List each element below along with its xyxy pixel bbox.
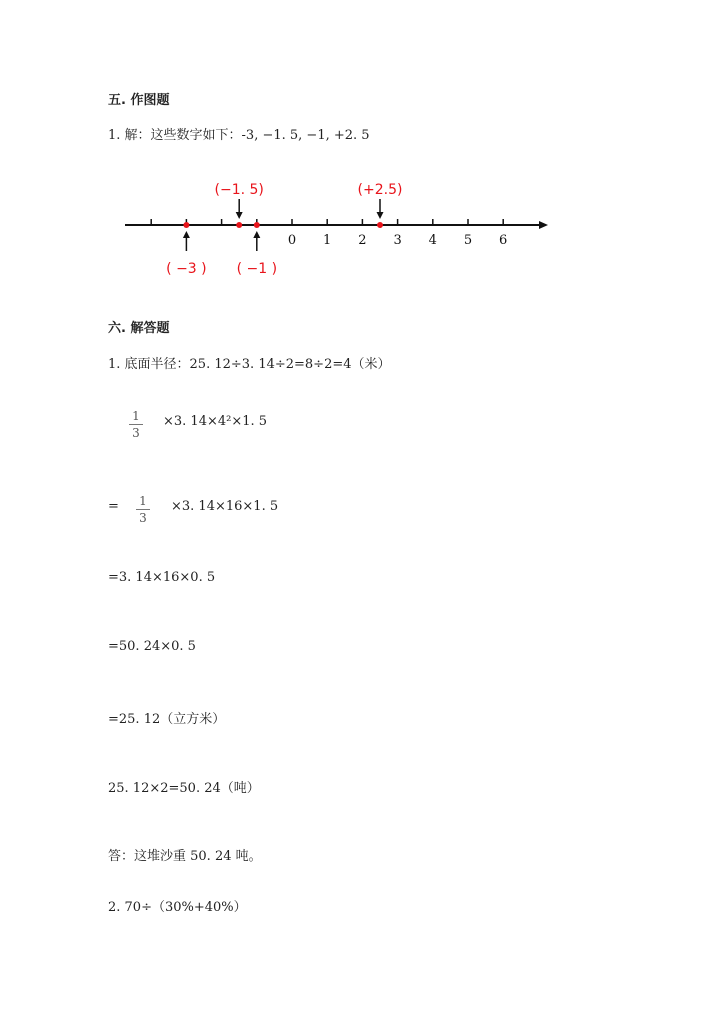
point-label: ( −3 ) <box>166 261 207 277</box>
arrow-head <box>253 231 260 238</box>
point-dot <box>183 222 189 228</box>
question-5-1: 1. 解：这些数字如下：-3, −1. 5, −1, +2. 5 <box>108 128 370 143</box>
tick-label: 4 <box>428 233 437 248</box>
arrow-head <box>377 212 384 219</box>
arrow-head <box>236 212 243 219</box>
step-6: 25. 12×2=50. 24（吨） <box>108 781 260 796</box>
step-3: =3. 14×16×0. 5 <box>108 570 216 585</box>
arrow-head <box>183 231 190 238</box>
tick-label: 2 <box>358 233 367 248</box>
tick-label: 6 <box>499 233 508 248</box>
answer-6-1: 答：这堆沙重 50. 24 吨。 <box>108 849 262 864</box>
point-label: ( −1 ) <box>236 261 278 277</box>
section-6-title: 六. 解答题 <box>108 321 170 336</box>
question-6-2: 2. 70÷（30%+40%） <box>108 900 247 915</box>
point-label: (−1. 5) <box>214 182 264 198</box>
tick-label: 3 <box>393 233 402 248</box>
equals-sign: = <box>108 499 119 514</box>
step-5: =25. 12（立方米） <box>108 712 226 727</box>
fraction-one-third <box>129 409 143 440</box>
tick-label: 1 <box>323 233 332 248</box>
tick-label: 0 <box>287 233 297 248</box>
fraction-bar <box>129 424 143 425</box>
question-6-1: 1. 底面半径：25. 12÷3. 14÷2=8÷2=4（米） <box>108 357 391 372</box>
number-line <box>0 0 720 300</box>
tick-label: 5 <box>463 233 473 248</box>
step-2: ×3. 14×16×1. 5 <box>171 499 279 514</box>
point-dot <box>254 222 260 228</box>
numerator: 1 <box>139 494 147 508</box>
section-5-title: 五. 作图题 <box>108 93 170 108</box>
step-4: =50. 24×0. 5 <box>108 639 196 654</box>
point-dot <box>236 222 242 228</box>
fraction-bar <box>136 509 150 510</box>
numerator: 1 <box>132 409 140 423</box>
step-1: ×3. 14×4²×1. 5 <box>163 414 268 429</box>
point-dot <box>377 222 383 228</box>
axis-arrow <box>539 221 548 229</box>
point-label: (+2.5) <box>357 182 403 198</box>
fraction-one-third-2 <box>136 494 150 525</box>
denominator: 3 <box>139 511 147 525</box>
denominator: 3 <box>132 426 140 440</box>
